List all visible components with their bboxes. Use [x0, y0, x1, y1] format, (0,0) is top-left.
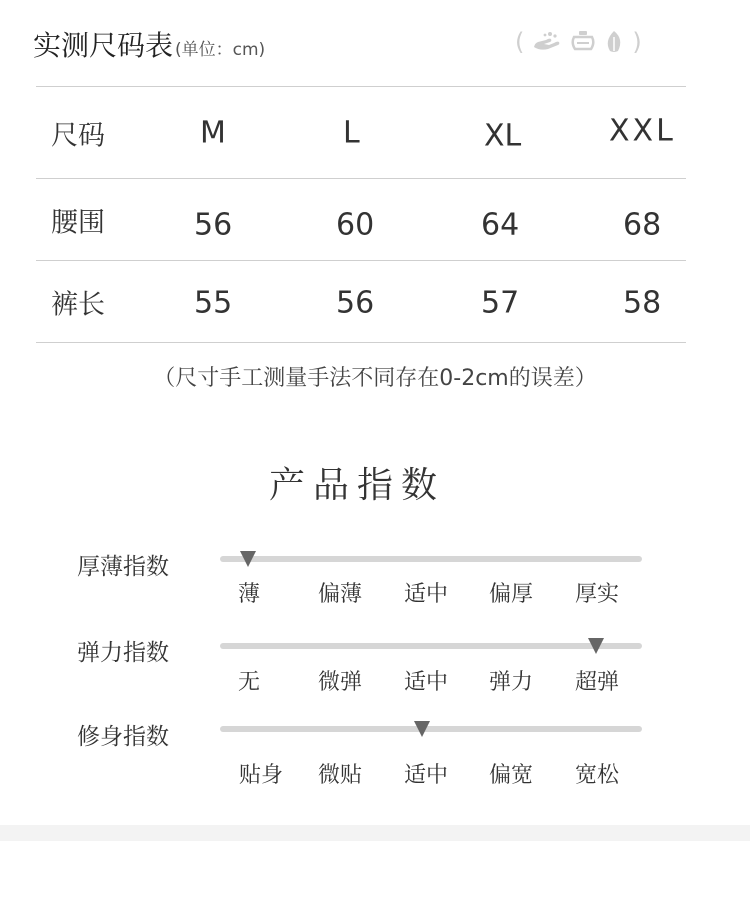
care-icons [515, 28, 642, 56]
index-track [220, 556, 642, 562]
index-option: 贴身 [238, 763, 284, 788]
index-label: 修身指数 [77, 724, 169, 750]
index-option: 适中 [403, 582, 449, 607]
index-option: 微贴 [317, 763, 363, 788]
index-label: 厚薄指数 [77, 554, 169, 580]
leaf-icon [604, 29, 624, 55]
index-option: 偏薄 [317, 582, 363, 607]
bottom-band [0, 825, 750, 841]
table-row [36, 261, 686, 343]
size-table [36, 86, 686, 343]
index-option: 适中 [403, 763, 449, 788]
close-paren-icon: ) [632, 28, 642, 56]
measurement-note: （尺寸手工测量手法不同存在0-2cm的误差） [153, 366, 597, 391]
table-header-cell: L [343, 115, 360, 150]
hand-wash-icon [532, 29, 562, 55]
table-cell: 68 [623, 207, 662, 243]
index-marker [240, 551, 256, 567]
unit-label: (单位：cm) [175, 40, 266, 60]
index-option: 超弹 [574, 670, 620, 695]
table-header-cell: M [200, 115, 226, 150]
table-header-cell: 尺码 [51, 120, 105, 151]
table-row-label: 裤长 [51, 289, 105, 320]
index-marker [414, 721, 430, 737]
index-option: 微弹 [317, 670, 363, 695]
table-cell: 56 [194, 207, 233, 243]
table-header-cell: XL [484, 118, 522, 154]
index-option: 宽松 [574, 763, 620, 788]
table-cell: 58 [623, 285, 662, 321]
table-cell: 56 [336, 285, 375, 321]
index-option: 偏宽 [488, 763, 534, 788]
table-cell: 60 [336, 207, 375, 243]
table-row [36, 179, 686, 261]
table-row-label: 腰围 [51, 207, 105, 238]
table-header-row [36, 87, 686, 179]
title-text: 实测尺码表 [33, 29, 174, 62]
index-option: 厚实 [574, 582, 620, 607]
page-title [33, 24, 265, 64]
index-marker [588, 638, 604, 654]
index-track [220, 643, 642, 649]
index-label: 弹力指数 [77, 640, 169, 666]
index-option: 薄 [237, 582, 261, 607]
index-option: 适中 [403, 670, 449, 695]
table-header-cell: XXL [609, 113, 676, 149]
open-paren-icon: ( [515, 28, 525, 56]
index-track [220, 726, 642, 732]
index-option: 偏厚 [488, 582, 534, 607]
table-cell: 64 [481, 207, 520, 243]
table-cell: 55 [194, 285, 233, 321]
index-option: 无 [237, 670, 261, 695]
index-option: 弹力 [488, 670, 534, 695]
table-cell: 57 [481, 285, 520, 321]
section-title: 产品指数 [268, 465, 445, 506]
pot-icon [570, 29, 596, 55]
